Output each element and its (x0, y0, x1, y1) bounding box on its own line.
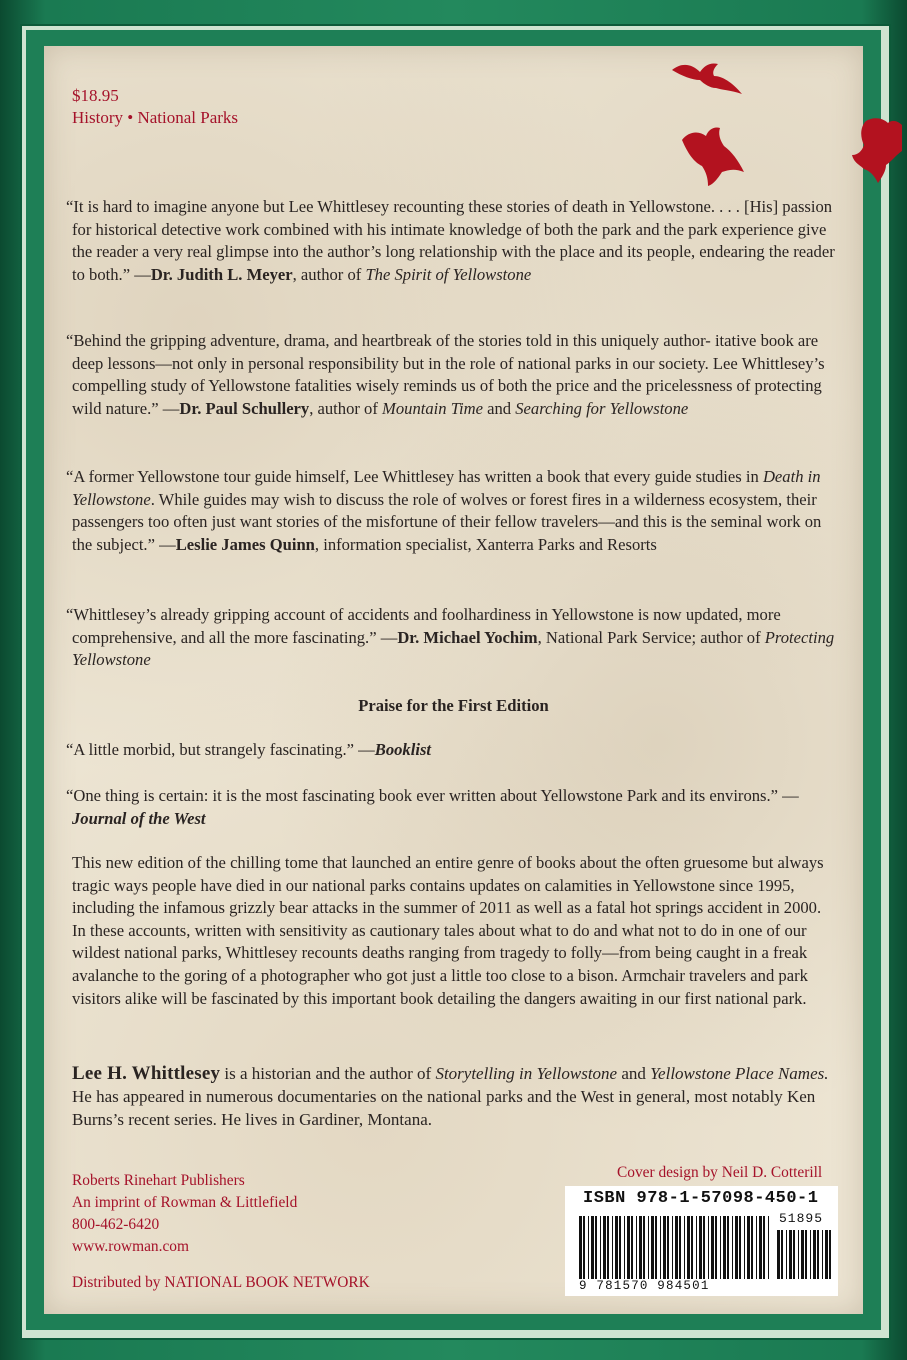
barcode-bar (619, 1216, 621, 1279)
barcode-bar (636, 1216, 637, 1279)
barcode-bar (603, 1216, 606, 1279)
review-quote: “A little morbid, but strangely fascinating.” —Booklist (66, 740, 432, 759)
barcode-bar (675, 1216, 678, 1279)
barcode-bar (672, 1216, 673, 1279)
barcode-bar (817, 1230, 819, 1279)
barcode-bar (829, 1230, 831, 1279)
barcode-bar (732, 1216, 733, 1279)
barcode-bar (639, 1216, 642, 1279)
barcode-bar (684, 1216, 685, 1279)
barcode-bar (727, 1216, 729, 1279)
cover-credit: Cover design by Neil D. Cotterill (617, 1164, 823, 1181)
barcode-bar (747, 1216, 750, 1279)
barcode-bar (825, 1230, 828, 1279)
review-quote: “It is hard to imagine anyone but Lee Whittlesey recounting these stories of death in Yellowstone. . . . [His] passion for historical detective work combined with his intimate knowledge of both the park and the park experience give the reader a very real glimpse into the author’s long relationship with the place and its people, endearing the reader to both.” —Dr. Judith L. Meyer, author of The Spirit of Yellowstone (66, 197, 835, 284)
barcode-bar (703, 1216, 705, 1279)
barcode-bar (624, 1216, 625, 1279)
barcode-bar (651, 1216, 654, 1279)
barcode-bar (789, 1230, 792, 1279)
barcode-bar (777, 1230, 780, 1279)
barcode-bar (711, 1216, 714, 1279)
review-quote: “A former Yellowstone tour guide himself, Lee Whittlesey has written a book that every guide studies in Death in Yellowstone. While guides may wish to discuss the role of wolves or forest fires in a wilderness ecosystem, their passengers too often just want stories of the misfortune of their fellow travelers—and this is the seminal work on the subject.” —Leslie James Quinn, information specialist, Xanterra Parks and Resorts (66, 467, 822, 554)
review-quote: “One thing is certain: it is the most fascinating book ever written about Yellowstone Park and its environs.” —Journal of the West (66, 786, 799, 828)
barcode-bar (793, 1230, 795, 1279)
barcode-bar (643, 1216, 645, 1279)
barcode-bar (667, 1216, 669, 1279)
barcode-bar (768, 1216, 769, 1279)
book-description: This new edition of the chilling tome that launched an entire genre of books about the often gruesome but always tragic ways people have died in our national parks contains updates on calamities in Yellowstone since 1995, including the infamous grizzly bear attacks in the summer of 2011 as well as a fatal hot springs accident in 2000. In these accounts, written with sensitivity as cautionary tales about what to do and what not to do in one of our wildest national parks, Whittlesey recounts deaths ranging from tragedy to folly—from being caught in a freak avalanche to the goring of a photographer who got just a little too close to a bison. Armchair travelers and park visitors alike will be fascinated by this important book detailing the dangers awaiting in our first national park. (72, 853, 824, 1008)
publisher-name: Roberts Rinehart Publishers (72, 1172, 245, 1189)
barcode-bar (751, 1216, 753, 1279)
barcode-bar (810, 1230, 811, 1279)
barcode-bar (691, 1216, 693, 1279)
publisher-imprint: An imprint of Rowman & Littlefield (72, 1194, 298, 1211)
publisher-phone: 800-462-6420 (72, 1216, 160, 1233)
barcode-bar (708, 1216, 709, 1279)
barcode-bar (615, 1216, 618, 1279)
barcode-bar (600, 1216, 601, 1279)
barcode-bar (607, 1216, 609, 1279)
barcode-bar (627, 1216, 630, 1279)
barcode-bar (660, 1216, 661, 1279)
barcode-bar (715, 1216, 717, 1279)
isbn-digits: 9 781570 984501 (579, 1279, 710, 1293)
price-barcode-bars (777, 1230, 833, 1279)
barcode-bar (759, 1216, 762, 1279)
flying-bird-icon (678, 126, 748, 188)
barcode-bar (763, 1216, 765, 1279)
barcode-bar (786, 1230, 787, 1279)
flying-bird-icon (852, 115, 902, 185)
barcode-bar (655, 1216, 657, 1279)
barcode-bar (805, 1230, 807, 1279)
barcode-bar (631, 1216, 633, 1279)
barcode-bar (595, 1216, 597, 1279)
barcode-bar (699, 1216, 702, 1279)
barcode-bar (739, 1216, 741, 1279)
category: History • National Parks (72, 108, 239, 127)
barcode-bar (579, 1216, 582, 1279)
distributor: Distributed by NATIONAL BOOK NETWORK (72, 1274, 370, 1291)
isbn-label: ISBN 978-1-57098-450-1 (583, 1189, 819, 1208)
price: $18.95 (72, 86, 119, 105)
barcode-bar (687, 1216, 690, 1279)
barcode (565, 1186, 838, 1296)
praise-heading: Praise for the First Edition (358, 696, 549, 715)
barcode-bar (648, 1216, 649, 1279)
flying-bird-icon (670, 58, 745, 103)
barcode-bar (696, 1216, 697, 1279)
barcode-bar (588, 1216, 589, 1279)
barcode-bar (756, 1216, 757, 1279)
barcode-bar (583, 1216, 585, 1279)
barcode-bar (720, 1216, 721, 1279)
barcode-bar (723, 1216, 726, 1279)
barcode-bar (679, 1216, 681, 1279)
barcode-bars (579, 1216, 769, 1279)
barcode-bar (591, 1216, 594, 1279)
barcode-bar (801, 1230, 804, 1279)
publisher-info (72, 1170, 297, 1258)
barcode-bar (612, 1216, 613, 1279)
publisher-website[interactable]: www.rowman.com (72, 1238, 189, 1255)
barcode-bar (735, 1216, 738, 1279)
barcode-bar (663, 1216, 666, 1279)
barcode-bar (813, 1230, 816, 1279)
author-bio: Lee H. Whittlesey is a historian and the author of Storytelling in Yellowstone and Yellowstone Place Names. He has appeared in numerous documentaries on the national parks and the West in general, most notably Ken Burns’s recent series. He lives in Gardiner, Montana. (72, 1063, 829, 1129)
barcode-bar (744, 1216, 745, 1279)
barcode-bar (822, 1230, 823, 1279)
price-code: 51895 (779, 1211, 824, 1226)
review-quote: “Behind the gripping adventure, drama, and heartbreak of the stories told in this uniquely author- itative book are deep lessons—not only in personal responsibility but in the role of national parks in our society. Lee Whittlesey’s compelling study of Yellowstone fatalities wisely reminds us of both the price and the pricelessness of protecting wild nature.” —Dr. Paul Schullery, author of Mountain Time and Searching for Yellowstone (66, 331, 825, 418)
barcode-bar (798, 1230, 799, 1279)
barcode-bar (781, 1230, 783, 1279)
review-quote: “Whittlesey’s already gripping account of accidents and foolhardiness in Yellowstone is now updated, more comprehensive, and all the more fascinating.” —Dr. Michael Yochim, National Park Service; author of Protecting Yellowstone (66, 605, 835, 670)
author-name: Lee H. Whittlesey (72, 1063, 221, 1084)
